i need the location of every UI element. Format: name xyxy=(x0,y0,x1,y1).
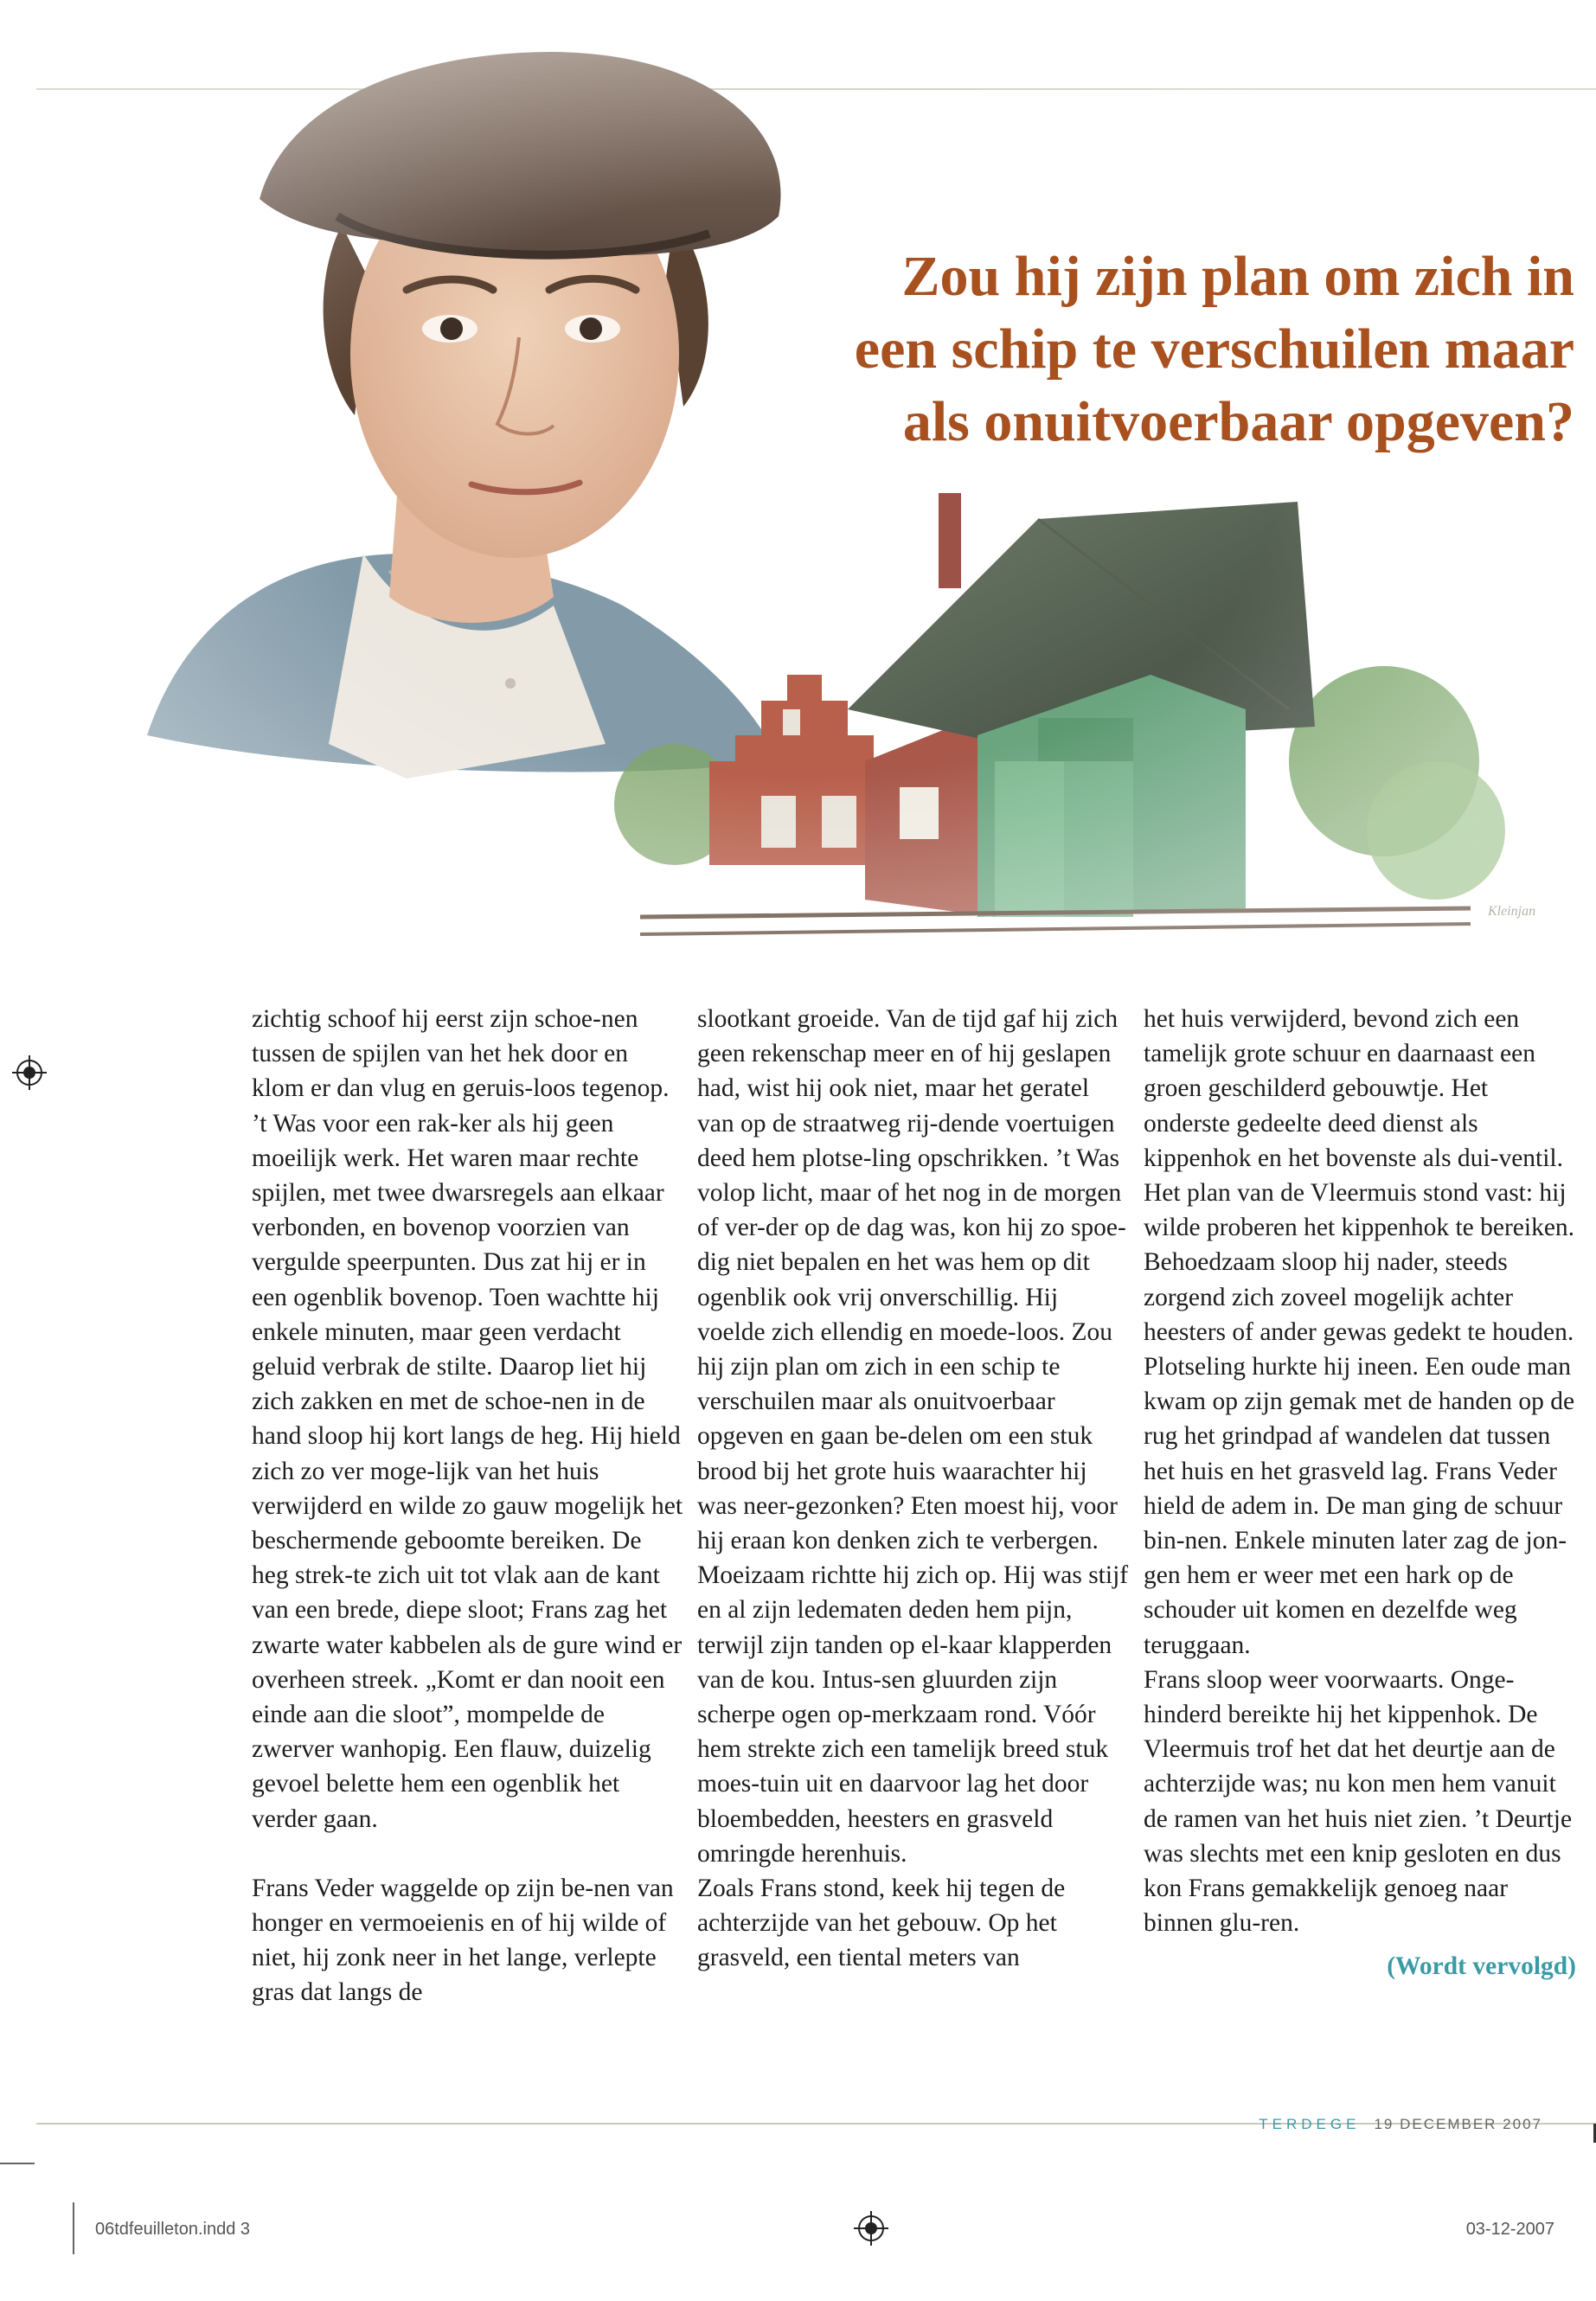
trim-mark xyxy=(0,2163,35,2164)
pull-quote-line: een schip te verschuilen maar xyxy=(854,317,1574,381)
text-column-1 xyxy=(252,1002,684,2010)
to-be-continued: (Wordt vervolgd) xyxy=(1387,1952,1576,1981)
paragraph: Zoals Frans stond, keek hij tegen de achterzijde van het gebouw. Op het grasveld, een tiental meters van xyxy=(697,1875,1066,1972)
paragraph: zichtig schoof hij eerst zijn schoe-nen tussen de spijlen van het hek door en klom er dan vlug en geruis-loos tegenop. ’t Was voor een rak-ker als hij geen moeilijk werk. Het waren maar rechte spijlen, met twee dwarsregels aan elkaar verbonden, en bovenop voorzien van vergulde speerpunten. Dus zat hij er in een ogenblik bovenop. Toen wachtte hij enkele minuten, maar geen verdacht geluid verbrak de stilte. Daarop liet hij zich zakken en met de schoe-nen in de hand sloop hij kort langs de heg. Hij hield zich zo ver moge-lijk van het huis verwijderd en wilde zo gauw mogelijk het beschermende geboomte bereiken. De heg strek-te zich uit tot vlak aan de kant van een brede, diepe sloot; Frans zag het zwarte water kabbelen als de gure wind er overheen streek. „Komt er dan nooit een einde aan die sloot”, mompelde de zwerver wanhopig. Een flauw, duizelig gevoel belette hem een ogenblik het verder gaan. xyxy=(252,1005,683,1833)
magazine-name: TERDEGE xyxy=(1259,2116,1361,2132)
slug-filename: 06tdfeuilleton.indd 3 xyxy=(95,2220,251,2239)
paragraph: Frans sloop weer voorwaarts. Onge-hinderd bereikte hij het kippenhok. De Vleermuis trof het dat het deurtje aan de achterzijde was; nu kon men hem vanuit de ramen van het huis niet zien. ’t Deurtje was slechts met een knip gesloten en dus kon Frans gemakkelijk genoeg naar binnen glu-ren. xyxy=(1144,1665,1573,1938)
registration-mark-icon xyxy=(12,1055,47,1090)
trim-mark xyxy=(73,2202,74,2254)
paragraph: Frans Veder waggelde op zijn be-nen van honger en vermoeienis en of hij wilde of niet, hij zonk neer in het lange, verlepte gras dat langs de xyxy=(252,1874,674,2007)
illustration-boy-and-farmhouse xyxy=(0,0,1596,969)
pull-quote xyxy=(744,240,1574,458)
paragraph: slootkant groeide. Van de tijd gaf hij zich geen rekenschap meer en of hij geslapen had, wist hij ook niet, maar het geratel van op de straatweg rij-dende voertuigen deed hem plotse-ling opschrikken. ’t Was volop licht, maar of het nog in de morgen of ver-der op de dag was, kon hij zo spoe-dig niet bepalen en het was hem op dit ogenblik ook vrij onverschillig. Hij voelde zich ellendig en moede-loos. Zou hij zijn plan om zich in een schip te verschuilen maar als onuitvoerbaar opgeven en gaan be-delen om een stuk brood bij het grote huis waarachter hij was neer-gezonken? Eten moest hij, voor hij eraan kon denken zich te verbergen. Moeizaam richtte hij zich op. Hij was stijf en al zijn ledematen deden hem pijn, terwijl zijn tanden op el-kaar klapperden van de kou. Intus-sen gluurden zijn scherpe ogen op-merkzaam rond. Vóór hem strekte zich een tamelijk breed stuk moes-tuin uit en daarvoor lag het door bloembedden, heesters en grasveld omringde herenhuis. xyxy=(697,1005,1129,1868)
illustrator-signature: Kleinjan xyxy=(1488,904,1536,919)
text-column-2 xyxy=(697,1002,1130,1976)
text-column-3 xyxy=(1144,1002,1576,1984)
paragraph: het huis verwijderd, bevond zich een tamelijk grote schuur en daarnaast een groen geschilderd gebouwtje. Het onderste gedeelte deed dienst als kippenhok en het bovenste als dui-ventil. Het plan van de Vleermuis stond vast: hij wilde proberen het kippenhok te bereiken. Behoedzaam sloop hij nader, steeds zorgend zich zoveel mogelijk achter heesters of ander gewas gedekt te houden. Plotseling hurkte hij ineen. Een oude man kwam op zijn gemak met de handen op de rug het grindpad af wandelen dat tussen het huis en het grasveld lag. Frans Veder hield de adem in. De man ging de schuur bin-nen. Enkele minuten later zag de jon-gen hem er weer met een hark op de schouder uit komen en dezelfde weg teruggaan. xyxy=(1144,1005,1575,1659)
pull-quote-line: als onuitvoerbaar opgeven? xyxy=(902,390,1574,453)
page-folio xyxy=(1259,2112,1542,2133)
registration-mark-icon xyxy=(854,2211,888,2246)
pull-quote-line: Zou hij zijn plan om zich in xyxy=(901,245,1574,308)
slug-date: 03-12-2007 xyxy=(1465,2220,1554,2239)
issue-date: 19 DECEMBER 2007 xyxy=(1374,2116,1542,2132)
